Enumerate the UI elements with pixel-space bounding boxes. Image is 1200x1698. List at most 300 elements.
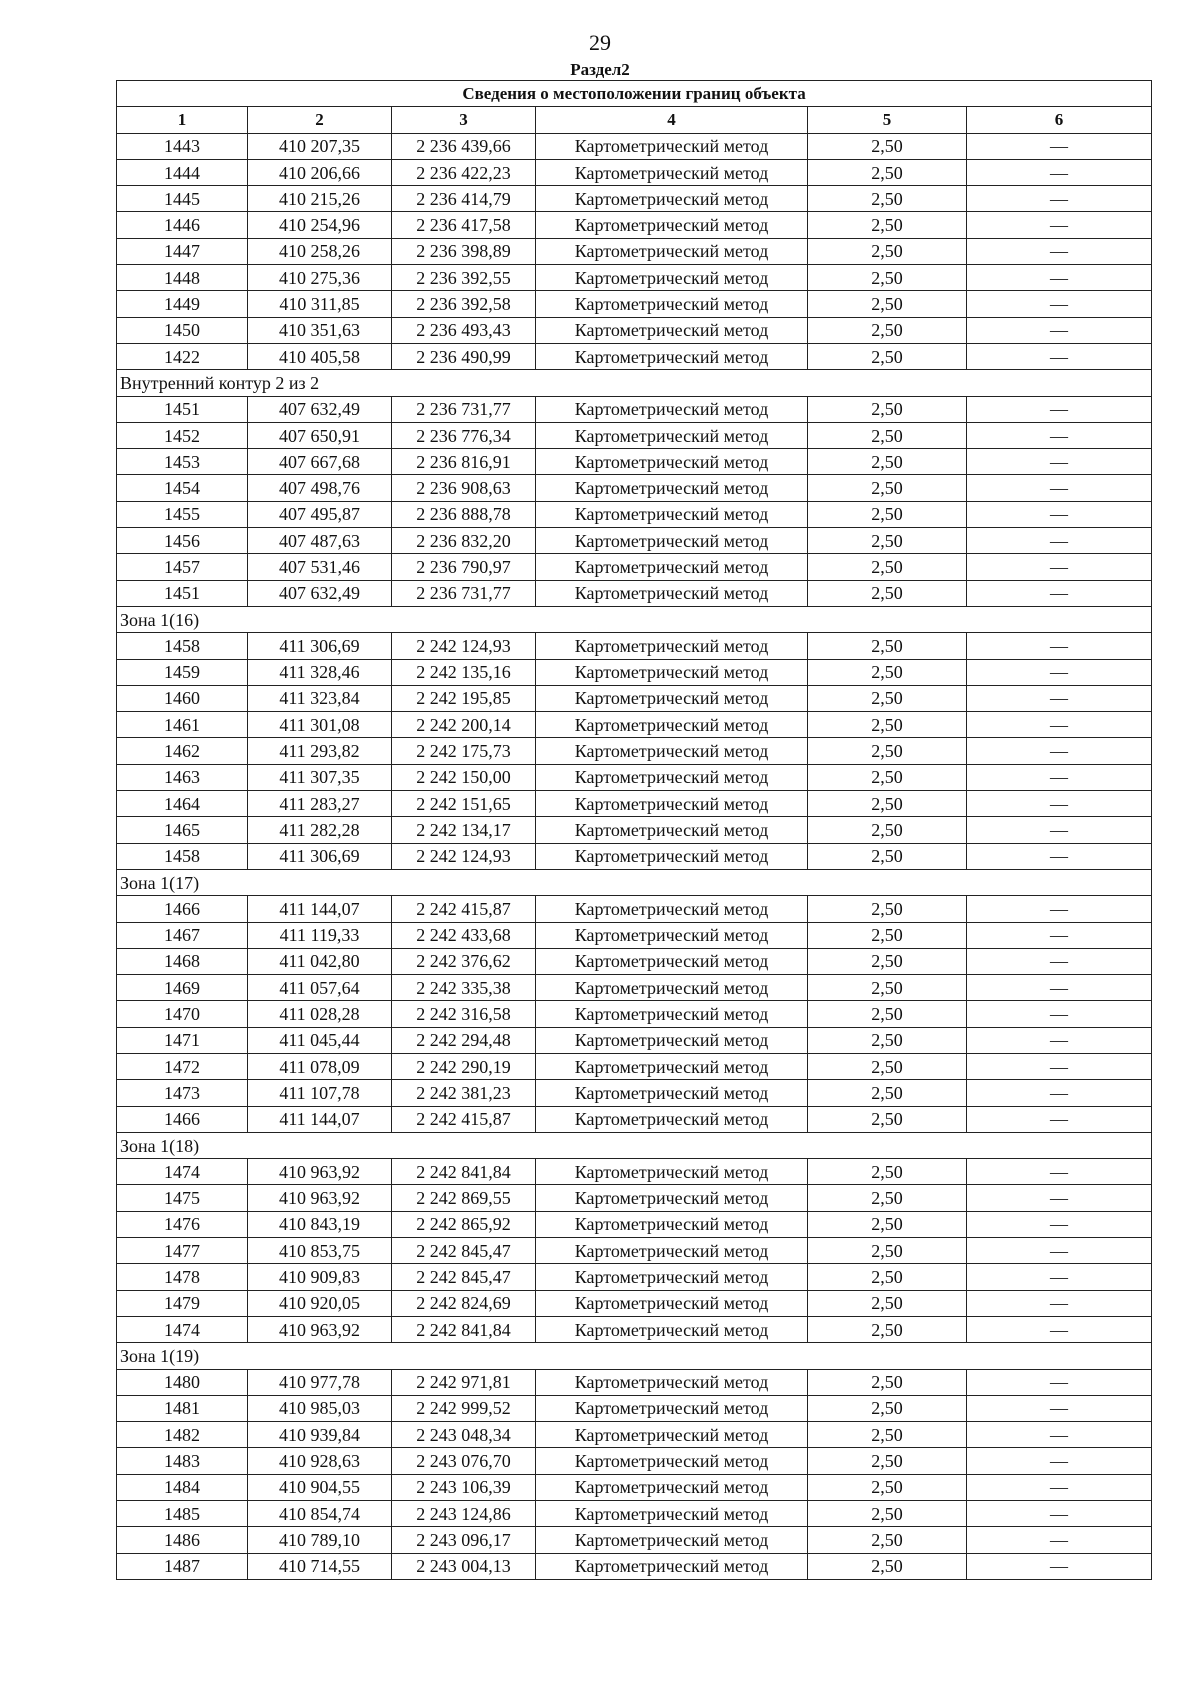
accuracy-cell: 2,50	[808, 1422, 967, 1448]
coordinate-x-cell: 410 254,96	[248, 212, 392, 238]
coordinate-x-cell: 410 909,83	[248, 1264, 392, 1290]
method-cell: Картометрический метод	[536, 896, 808, 922]
point-number-cell: 1457	[117, 554, 248, 580]
point-number-cell: 1462	[117, 738, 248, 764]
group-header-row	[117, 370, 1152, 396]
method-cell: Картометрический метод	[536, 159, 808, 185]
coordinate-x-cell: 411 293,82	[248, 738, 392, 764]
method-cell: Картометрический метод	[536, 212, 808, 238]
point-number-cell: 1474	[117, 1159, 248, 1185]
table-row	[117, 1474, 1152, 1500]
point-number-cell: 1487	[117, 1553, 248, 1579]
coordinate-y-cell: 2 242 865,92	[392, 1211, 536, 1237]
point-number-cell: 1473	[117, 1080, 248, 1106]
method-cell: Картометрический метод	[536, 1527, 808, 1553]
coordinate-y-cell: 2 236 417,58	[392, 212, 536, 238]
point-number-cell: 1484	[117, 1474, 248, 1500]
coordinate-x-cell: 411 144,07	[248, 896, 392, 922]
table-row	[117, 475, 1152, 501]
table-row	[117, 1501, 1152, 1527]
point-number-cell: 1464	[117, 791, 248, 817]
table-row	[117, 1053, 1152, 1079]
description-cell: —	[967, 1395, 1152, 1421]
description-cell: —	[967, 764, 1152, 790]
table-row	[117, 238, 1152, 264]
point-number-cell: 1455	[117, 501, 248, 527]
coordinate-y-cell: 2 236 816,91	[392, 449, 536, 475]
table-row	[117, 1553, 1152, 1579]
coordinate-y-cell: 2 242 381,23	[392, 1080, 536, 1106]
table-row	[117, 948, 1152, 974]
accuracy-cell: 2,50	[808, 948, 967, 974]
description-cell: —	[967, 1527, 1152, 1553]
accuracy-cell: 2,50	[808, 1553, 967, 1579]
description-cell: —	[967, 159, 1152, 185]
method-cell: Картометрический метод	[536, 738, 808, 764]
table-row	[117, 1395, 1152, 1421]
coordinate-y-cell: 2 243 076,70	[392, 1448, 536, 1474]
accuracy-cell: 2,50	[808, 343, 967, 369]
accuracy-cell: 2,50	[808, 843, 967, 869]
point-number-cell: 1422	[117, 343, 248, 369]
method-cell: Картометрический метод	[536, 475, 808, 501]
coordinate-y-cell: 2 243 106,39	[392, 1474, 536, 1500]
section-title: Раздел2	[570, 60, 630, 79]
coordinate-y-cell: 2 236 414,79	[392, 186, 536, 212]
table-row	[117, 265, 1152, 291]
accuracy-cell: 2,50	[808, 896, 967, 922]
accuracy-cell: 2,50	[808, 791, 967, 817]
accuracy-cell: 2,50	[808, 317, 967, 343]
group-header-row	[117, 606, 1152, 632]
method-cell: Картометрический метод	[536, 1080, 808, 1106]
point-number-cell: 1454	[117, 475, 248, 501]
coordinate-y-cell: 2 236 776,34	[392, 422, 536, 448]
description-cell: —	[967, 817, 1152, 843]
table-row	[117, 922, 1152, 948]
table-row	[117, 396, 1152, 422]
coordinate-y-cell: 2 236 398,89	[392, 238, 536, 264]
point-number-cell: 1471	[117, 1027, 248, 1053]
point-number-cell: 1444	[117, 159, 248, 185]
description-cell: —	[967, 133, 1152, 159]
table-row	[117, 1001, 1152, 1027]
method-cell: Картометрический метод	[536, 948, 808, 974]
coordinate-x-cell: 410 275,36	[248, 265, 392, 291]
coordinate-x-cell: 410 206,66	[248, 159, 392, 185]
accuracy-cell: 2,50	[808, 396, 967, 422]
accuracy-cell: 2,50	[808, 528, 967, 554]
table-row	[117, 1290, 1152, 1316]
accuracy-cell: 2,50	[808, 633, 967, 659]
description-cell: —	[967, 1264, 1152, 1290]
coordinate-y-cell: 2 236 493,43	[392, 317, 536, 343]
accuracy-cell: 2,50	[808, 817, 967, 843]
method-cell: Картометрический метод	[536, 1290, 808, 1316]
coordinate-x-cell: 407 667,68	[248, 449, 392, 475]
table-row	[117, 791, 1152, 817]
column-header: 3	[392, 107, 536, 133]
accuracy-cell: 2,50	[808, 922, 967, 948]
table-row	[117, 1316, 1152, 1342]
table-row	[117, 291, 1152, 317]
method-cell: Картометрический метод	[536, 791, 808, 817]
table-row	[117, 817, 1152, 843]
point-number-cell: 1474	[117, 1316, 248, 1342]
coordinate-x-cell: 410 215,26	[248, 186, 392, 212]
description-cell: —	[967, 1448, 1152, 1474]
group-label: Зона 1(16)	[117, 606, 1152, 632]
coordinate-x-cell: 410 405,58	[248, 343, 392, 369]
coordinate-x-cell: 411 057,64	[248, 975, 392, 1001]
method-cell: Картометрический метод	[536, 1185, 808, 1211]
description-cell: —	[967, 1422, 1152, 1448]
point-number-cell: 1458	[117, 633, 248, 659]
method-cell: Картометрический метод	[536, 843, 808, 869]
description-cell: —	[967, 922, 1152, 948]
coordinate-x-cell: 407 487,63	[248, 528, 392, 554]
method-cell: Картометрический метод	[536, 554, 808, 580]
method-cell: Картометрический метод	[536, 501, 808, 527]
coordinate-x-cell: 407 495,87	[248, 501, 392, 527]
coordinate-x-cell: 410 963,92	[248, 1159, 392, 1185]
group-label: Зона 1(17)	[117, 869, 1152, 895]
point-number-cell: 1470	[117, 1001, 248, 1027]
method-cell: Картометрический метод	[536, 133, 808, 159]
coordinate-x-cell: 411 028,28	[248, 1001, 392, 1027]
coordinate-y-cell: 2 242 376,62	[392, 948, 536, 974]
accuracy-cell: 2,50	[808, 449, 967, 475]
description-cell: —	[967, 1290, 1152, 1316]
coordinate-x-cell: 410 928,63	[248, 1448, 392, 1474]
accuracy-cell: 2,50	[808, 1290, 967, 1316]
table-row	[117, 501, 1152, 527]
coordinate-y-cell: 2 243 048,34	[392, 1422, 536, 1448]
point-number-cell: 1448	[117, 265, 248, 291]
table-body	[117, 133, 1152, 1579]
coordinate-y-cell: 2 242 134,17	[392, 817, 536, 843]
point-number-cell: 1478	[117, 1264, 248, 1290]
coordinate-y-cell: 2 242 294,48	[392, 1027, 536, 1053]
coordinate-x-cell: 410 985,03	[248, 1395, 392, 1421]
description-cell: —	[967, 896, 1152, 922]
coordinate-x-cell: 407 498,76	[248, 475, 392, 501]
group-header-row	[117, 869, 1152, 895]
point-number-cell: 1450	[117, 317, 248, 343]
accuracy-cell: 2,50	[808, 1501, 967, 1527]
column-header: 6	[967, 107, 1152, 133]
table-row	[117, 1159, 1152, 1185]
point-number-cell: 1482	[117, 1422, 248, 1448]
accuracy-cell: 2,50	[808, 738, 967, 764]
table-row	[117, 1527, 1152, 1553]
description-cell: —	[967, 975, 1152, 1001]
point-number-cell: 1461	[117, 712, 248, 738]
point-number-cell: 1477	[117, 1238, 248, 1264]
coordinate-y-cell: 2 242 150,00	[392, 764, 536, 790]
table-title-row	[117, 81, 1152, 107]
column-header: 1	[117, 107, 248, 133]
column-header: 5	[808, 107, 967, 133]
table-title: Сведения о местоположении границ объекта	[117, 81, 1152, 107]
accuracy-cell: 2,50	[808, 1238, 967, 1264]
page-number: 29	[589, 30, 611, 55]
table-row	[117, 343, 1152, 369]
method-cell: Картометрический метод	[536, 633, 808, 659]
coordinate-x-cell: 411 144,07	[248, 1106, 392, 1132]
description-cell: —	[967, 1369, 1152, 1395]
description-cell: —	[967, 212, 1152, 238]
accuracy-cell: 2,50	[808, 1527, 967, 1553]
coordinate-x-cell: 411 282,28	[248, 817, 392, 843]
description-cell: —	[967, 685, 1152, 711]
description-cell: —	[967, 528, 1152, 554]
coordinate-x-cell: 411 307,35	[248, 764, 392, 790]
group-label: Зона 1(18)	[117, 1132, 1152, 1158]
coordinate-x-cell: 410 351,63	[248, 317, 392, 343]
method-cell: Картометрический метод	[536, 1395, 808, 1421]
method-cell: Картометрический метод	[536, 1238, 808, 1264]
accuracy-cell: 2,50	[808, 685, 967, 711]
table-row	[117, 159, 1152, 185]
description-cell: —	[967, 343, 1152, 369]
accuracy-cell: 2,50	[808, 186, 967, 212]
coordinate-y-cell: 2 242 124,93	[392, 843, 536, 869]
description-cell: —	[967, 422, 1152, 448]
coordinate-x-cell: 407 632,49	[248, 396, 392, 422]
coordinate-x-cell: 410 920,05	[248, 1290, 392, 1316]
description-cell: —	[967, 659, 1152, 685]
coordinate-x-cell: 411 119,33	[248, 922, 392, 948]
method-cell: Картометрический метод	[536, 449, 808, 475]
accuracy-cell: 2,50	[808, 554, 967, 580]
table-row	[117, 449, 1152, 475]
method-cell: Картометрический метод	[536, 317, 808, 343]
point-number-cell: 1451	[117, 396, 248, 422]
coordinate-y-cell: 2 236 790,97	[392, 554, 536, 580]
accuracy-cell: 2,50	[808, 1185, 967, 1211]
description-cell: —	[967, 1053, 1152, 1079]
method-cell: Картометрический метод	[536, 975, 808, 1001]
accuracy-cell: 2,50	[808, 1395, 967, 1421]
description-cell: —	[967, 1106, 1152, 1132]
point-number-cell: 1469	[117, 975, 248, 1001]
coordinate-y-cell: 2 243 124,86	[392, 1501, 536, 1527]
method-cell: Картометрический метод	[536, 1001, 808, 1027]
point-number-cell: 1445	[117, 186, 248, 212]
table-row	[117, 896, 1152, 922]
coordinate-x-cell: 411 301,08	[248, 712, 392, 738]
coordinate-x-cell: 411 306,69	[248, 843, 392, 869]
point-number-cell: 1453	[117, 449, 248, 475]
description-cell: —	[967, 1080, 1152, 1106]
point-number-cell: 1458	[117, 843, 248, 869]
coordinate-x-cell: 411 078,09	[248, 1053, 392, 1079]
accuracy-cell: 2,50	[808, 1211, 967, 1237]
description-cell: —	[967, 948, 1152, 974]
accuracy-cell: 2,50	[808, 501, 967, 527]
method-cell: Картометрический метод	[536, 238, 808, 264]
boundary-coordinates-table	[116, 80, 1152, 1580]
accuracy-cell: 2,50	[808, 1369, 967, 1395]
point-number-cell: 1467	[117, 922, 248, 948]
coordinate-x-cell: 410 311,85	[248, 291, 392, 317]
method-cell: Картометрический метод	[536, 1106, 808, 1132]
group-header-row	[117, 1132, 1152, 1158]
method-cell: Картометрический метод	[536, 1474, 808, 1500]
coordinate-y-cell: 2 242 869,55	[392, 1185, 536, 1211]
coordinate-y-cell: 2 242 135,16	[392, 659, 536, 685]
accuracy-cell: 2,50	[808, 133, 967, 159]
table-row	[117, 554, 1152, 580]
method-cell: Картометрический метод	[536, 1553, 808, 1579]
table-row	[117, 1080, 1152, 1106]
table-row	[117, 1369, 1152, 1395]
coordinate-y-cell: 2 243 004,13	[392, 1553, 536, 1579]
point-number-cell: 1466	[117, 1106, 248, 1132]
method-cell: Картометрический метод	[536, 343, 808, 369]
coordinate-x-cell: 411 328,46	[248, 659, 392, 685]
method-cell: Картометрический метод	[536, 580, 808, 606]
coordinate-y-cell: 2 242 316,58	[392, 1001, 536, 1027]
description-cell: —	[967, 238, 1152, 264]
description-cell: —	[967, 580, 1152, 606]
point-number-cell: 1465	[117, 817, 248, 843]
point-number-cell: 1480	[117, 1369, 248, 1395]
table-row	[117, 975, 1152, 1001]
table-row	[117, 1238, 1152, 1264]
table-row	[117, 212, 1152, 238]
method-cell: Картометрический метод	[536, 265, 808, 291]
point-number-cell: 1451	[117, 580, 248, 606]
method-cell: Картометрический метод	[536, 1316, 808, 1342]
coordinate-x-cell: 410 977,78	[248, 1369, 392, 1395]
coordinate-y-cell: 2 236 731,77	[392, 396, 536, 422]
description-cell: —	[967, 186, 1152, 212]
coordinate-y-cell: 2 242 824,69	[392, 1290, 536, 1316]
coordinate-y-cell: 2 236 731,77	[392, 580, 536, 606]
coordinate-y-cell: 2 242 124,93	[392, 633, 536, 659]
method-cell: Картометрический метод	[536, 422, 808, 448]
coordinate-x-cell: 410 258,26	[248, 238, 392, 264]
point-number-cell: 1472	[117, 1053, 248, 1079]
table-row	[117, 1448, 1152, 1474]
accuracy-cell: 2,50	[808, 422, 967, 448]
method-cell: Картометрический метод	[536, 817, 808, 843]
table-row	[117, 685, 1152, 711]
accuracy-cell: 2,50	[808, 1159, 967, 1185]
coordinate-y-cell: 2 236 422,23	[392, 159, 536, 185]
table-row	[117, 1185, 1152, 1211]
accuracy-cell: 2,50	[808, 764, 967, 790]
point-number-cell: 1479	[117, 1290, 248, 1316]
coordinate-x-cell: 411 042,80	[248, 948, 392, 974]
accuracy-cell: 2,50	[808, 659, 967, 685]
description-cell: —	[967, 317, 1152, 343]
point-number-cell: 1486	[117, 1527, 248, 1553]
accuracy-cell: 2,50	[808, 580, 967, 606]
description-cell: —	[967, 1211, 1152, 1237]
coordinate-y-cell: 2 236 439,66	[392, 133, 536, 159]
coordinate-x-cell: 407 650,91	[248, 422, 392, 448]
accuracy-cell: 2,50	[808, 291, 967, 317]
method-cell: Картометрический метод	[536, 1448, 808, 1474]
coordinate-y-cell: 2 236 832,20	[392, 528, 536, 554]
table-row	[117, 1264, 1152, 1290]
coordinate-y-cell: 2 242 845,47	[392, 1264, 536, 1290]
table-row	[117, 528, 1152, 554]
point-number-cell: 1452	[117, 422, 248, 448]
method-cell: Картометрический метод	[536, 764, 808, 790]
column-header: 4	[536, 107, 808, 133]
method-cell: Картометрический метод	[536, 1211, 808, 1237]
coordinate-y-cell: 2 236 392,58	[392, 291, 536, 317]
description-cell: —	[967, 501, 1152, 527]
coordinate-y-cell: 2 236 888,78	[392, 501, 536, 527]
description-cell: —	[967, 738, 1152, 764]
coordinate-y-cell: 2 242 415,87	[392, 896, 536, 922]
point-number-cell: 1476	[117, 1211, 248, 1237]
coordinate-x-cell: 411 306,69	[248, 633, 392, 659]
coordinate-y-cell: 2 242 841,84	[392, 1316, 536, 1342]
method-cell: Картометрический метод	[536, 291, 808, 317]
table-row	[117, 843, 1152, 869]
group-header-row	[117, 1343, 1152, 1369]
column-header: 2	[248, 107, 392, 133]
method-cell: Картометрический метод	[536, 528, 808, 554]
coordinate-y-cell: 2 236 392,55	[392, 265, 536, 291]
method-cell: Картометрический метод	[536, 1027, 808, 1053]
description-cell: —	[967, 475, 1152, 501]
coordinate-y-cell: 2 242 175,73	[392, 738, 536, 764]
coordinate-x-cell: 410 843,19	[248, 1211, 392, 1237]
description-cell: —	[967, 291, 1152, 317]
coordinate-y-cell: 2 243 096,17	[392, 1527, 536, 1553]
accuracy-cell: 2,50	[808, 212, 967, 238]
point-number-cell: 1459	[117, 659, 248, 685]
coordinate-x-cell: 411 045,44	[248, 1027, 392, 1053]
coordinate-y-cell: 2 242 433,68	[392, 922, 536, 948]
accuracy-cell: 2,50	[808, 1448, 967, 1474]
group-label: Внутренний контур 2 из 2	[117, 370, 1152, 396]
accuracy-cell: 2,50	[808, 975, 967, 1001]
point-number-cell: 1456	[117, 528, 248, 554]
coordinate-x-cell: 410 789,10	[248, 1527, 392, 1553]
accuracy-cell: 2,50	[808, 1027, 967, 1053]
accuracy-cell: 2,50	[808, 238, 967, 264]
method-cell: Картометрический метод	[536, 1369, 808, 1395]
column-header-row	[117, 107, 1152, 133]
point-number-cell: 1485	[117, 1501, 248, 1527]
coordinate-x-cell: 410 963,92	[248, 1185, 392, 1211]
method-cell: Картометрический метод	[536, 1264, 808, 1290]
description-cell: —	[967, 1185, 1152, 1211]
description-cell: —	[967, 449, 1152, 475]
table-row	[117, 738, 1152, 764]
description-cell: —	[967, 1238, 1152, 1264]
accuracy-cell: 2,50	[808, 712, 967, 738]
description-cell: —	[967, 791, 1152, 817]
coordinate-x-cell: 411 323,84	[248, 685, 392, 711]
point-number-cell: 1446	[117, 212, 248, 238]
coordinate-x-cell: 410 854,74	[248, 1501, 392, 1527]
method-cell: Картометрический метод	[536, 1501, 808, 1527]
group-label: Зона 1(19)	[117, 1343, 1152, 1369]
coordinate-y-cell: 2 242 195,85	[392, 685, 536, 711]
description-cell: —	[967, 633, 1152, 659]
table-row	[117, 659, 1152, 685]
coordinate-x-cell: 407 531,46	[248, 554, 392, 580]
